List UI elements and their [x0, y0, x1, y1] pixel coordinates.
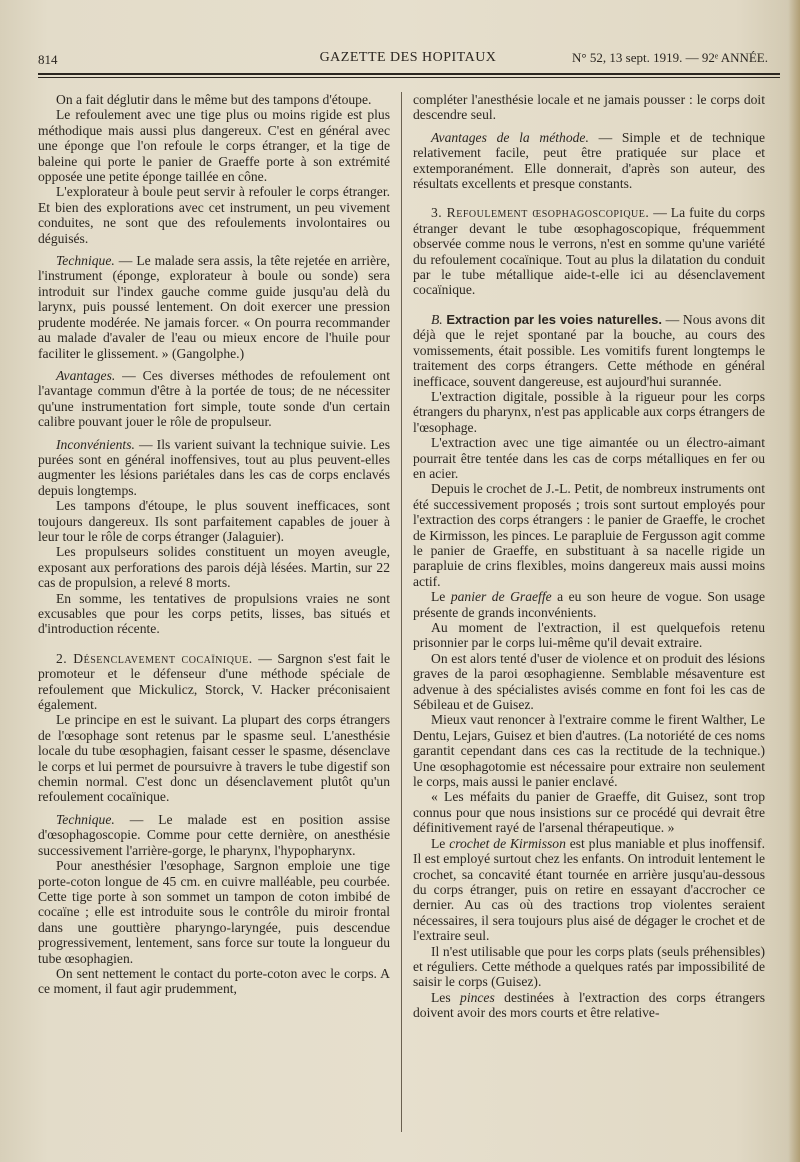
section-label: pinces: [460, 989, 495, 1005]
paragraph: L'extraction digitale, possible à la rigueur pour les corps étrangers du pharynx, n'est pas applicable aux corps étrangers de l'œsophage.: [413, 388, 765, 435]
paragraph: Au moment de l'extraction, il est quelquefois retenu prisonnier par le corps lui-même qu'il devait extraire.: [413, 620, 765, 651]
header-rule-thin: [38, 77, 780, 78]
paragraph: Technique. — Le malade est en position assise d'œsophagoscopie. Comme pour cette dernière, on anesthésie successivement l'arrière-gorge, le pharynx, l'hypopharynx.: [38, 811, 390, 858]
section-heading-bold: Extraction par les voies naturelles.: [446, 311, 663, 327]
paragraph: 2. Désenclavement cocaïnique. — Sargnon s'est fait le promoteur et le défenseur d'une méthode spéciale de refoulement que Mickulicz, Storck, V. Hacker préconisaient également.: [38, 650, 390, 713]
paragraph: Le refoulement avec une tige plus ou moins rigide est plus méthodique mais aussi plus dangereux. C'est en général avec une éponge que l'on refoule le corps étranger, et la tige de baleine qui porte le panier de Graeffe porte à son extrémité opposée une petite éponge taillée en cône.: [38, 107, 390, 185]
page-edge-shadow: [788, 0, 800, 1162]
paragraph: 3. Refoulement œsophagoscopique. — La fuite du corps étranger devant le tube œsophagoscopique, fréquemment observée comme nous le verrons, n'est en somme qu'une variété du refoulement cocaïnique. Tout au plus la dilatation du conduit par le tube métallique aide-t-elle ici au désenclavement cocaïnique.: [413, 205, 765, 298]
paragraph: Il n'est utilisable que pour les corps plats (seuls préhensibles) et réguliers. Cette méthode a quelques ratés par impossibilité de saisir le corps (Guisez).: [413, 943, 765, 990]
paragraph: « Les méfaits du panier de Graeffe, dit Guisez, sont trop connus pour que nous insistions sur ce procédé qui devrait être définitivement rayé de l'arsenal thérapeutique. »: [413, 789, 765, 836]
header-rule-thick: [38, 73, 780, 75]
left-column: [38, 92, 390, 1132]
paragraph: Le principe en est le suivant. La plupart des corps étrangers de l'œsophage sont retenus par le spasme seul. L'anesthésie locale du tube œsophagien, faisant cesser le spasme, désenclave le corps et lui permet de poursuivre à travers le tube digestif son chemin normal. C'est donc un désenclavement plutôt qu'un refoulement cocaïnique.: [38, 712, 390, 805]
section-label: Avantages.: [56, 367, 116, 383]
paragraph: Les tampons d'étoupe, le plus souvent inefficaces, sont toujours dangereux. Ils sont parfaitement capables de jouer à leur tour le rôle de corps étranger (Jalaguier).: [38, 498, 390, 544]
page-header: [38, 48, 778, 72]
section-label: panier de Graeffe: [450, 589, 552, 605]
paragraph: Mieux vaut renoncer à l'extraire comme le firent Walther, Le Dentu, Lejars, Guisez et bien d'autres. (La notoriété de ces noms garantit cependant dans ces cas la rectitude de la technique.) Une œsophagotomie est nécessaire pour extraire non seulement le corps, mais aussi le panier enclavé.: [413, 712, 765, 790]
section-heading: 3. Refoulement œsophagoscopique.: [431, 205, 650, 221]
column-divider: [401, 92, 402, 1132]
section-label: crochet de Kirmisson: [449, 835, 566, 851]
paragraph: compléter l'anesthésie locale et ne jamais pousser : le corps doit descendre seul.: [413, 92, 765, 123]
issue-date: N° 52, 13 sept. 1919. — 92ᵉ ANNÉE.: [572, 50, 768, 65]
section-label: Technique.: [56, 253, 115, 269]
section-label: Avantages de la méthode.: [431, 129, 589, 145]
section-label: Inconvénients.: [56, 436, 135, 452]
paragraph: Avantages. — Ces diverses méthodes de refoulement ont l'avantage commun d'être à la portée de tous; de ne nécessiter qu'une instrumentation fort simple, toute sonde d'un certain calibre pouvant jouer le rôle de propulseur.: [38, 367, 390, 430]
paragraph: En somme, les tentatives de propulsions vraies ne sont excusables que pour les corps petits, lisses, bas situés et d'introduction récente.: [38, 590, 390, 637]
paragraph: Pour anesthésier l'œsophage, Sargnon emploie une tige porte-coton longue de 45 cm. en cuivre malléable, peu courbée. Cette tige porte à son sommet un tampon de coton imbibé de cocaïne ; elle est introduite sous le contrôle du miroir frontal dans une gouttière pharyngo-laryngée, puis descendue progressivement, lentement, sans force sur toute la longueur du tube œsophagien.: [38, 858, 390, 966]
paragraph: Le panier de Graeffe a eu son heure de vogue. Son usage présente de grands inconvénients.: [413, 589, 765, 620]
page-number: 814: [38, 52, 58, 67]
paragraph: L'explorateur à boule peut servir à refouler le corps étranger. Et bien des explorations avec cet instrument, un peu vivement conduites, ne sont que des refoulements involontaires ou déguisés.: [38, 184, 390, 246]
section-heading: 2. Désenclavement cocaïnique.: [56, 650, 253, 666]
paragraph: B. Extraction par les voies naturelles. — Nous avons dit déjà que le rejet spontané par la bouche, au cours des vomissements, était possible. Les vomitifs furent longtemps le traitement des corps étrangers. Cette méthode en général inefficace, souvent dangereuse, est aujourd'hui surannée.: [413, 311, 765, 389]
paragraph: Avantages de la méthode. — Simple et de technique relativement facile, peut être pratiquée sur place et extemporanément. Elle donnerait, d'après son auteur, des résultats excellents et presque constants.: [413, 129, 765, 192]
paragraph: Les pinces destinées à l'extraction des corps étrangers doivent avoir des mors courts et être relative-: [413, 989, 765, 1021]
paragraph: Le crochet de Kirmisson est plus maniable et plus inoffensif. Il est employé surtout chez les enfants. On introduit lentement le crochet, sa concavité étant tournée en arrière jusqu'au-dessous du corps étranger, puis on retire en essayant d'accrocher ce dernier. Au cas où des tractions trop violentes seraient nécessaires, il sera toujours plus aisé de dégager le crochet et de l'extraire seul.: [413, 835, 765, 944]
paragraph: Inconvénients. — Ils varient suivant la technique suivie. Les purées sont en général inoffensives, tout au plus peuvent-elles augmenter les lésions pariétales dans les cas de corps enclavés depuis longtemps.: [38, 436, 390, 498]
paragraph: Les propulseurs solides constituent un moyen aveugle, exposant aux perforations des parois déjà lésées. Martin, sur 22 cas de propulsion, a relevé 8 morts.: [38, 544, 390, 591]
paragraph: L'extraction avec une tige aimantée ou un électro-aimant pourrait être tentée dans les cas de corps métalliques en fer ou en acier.: [413, 435, 765, 481]
paragraph: On est alors tenté d'user de violence et on produit des lésions graves de la paroi œsophagienne. Semblable mésaventure est advenue à des spécialistes avisés comme en font foi les cas de Sébileau et de Guisez.: [413, 650, 765, 713]
right-column: [413, 92, 765, 1132]
section-label: Technique.: [56, 811, 115, 827]
paragraph: Depuis le crochet de J.-L. Petit, de nombreux instruments ont été successivement proposés ; trois sont surtout employés pour l'extraction des corps étrangers : le panier de Graeffe, le crochet de Kirmisson, les pinces. Le parapluie de Fergusson agit comme le panier de Graeffe, en substituant à sa nacelle rigide un parapluie de crins flexibles, moins dangereux mais aussi moins actif.: [413, 481, 765, 589]
journal-title: GAZETTE DES HOPITAUX: [319, 50, 497, 65]
paragraph: Technique. — Le malade sera assis, la tête rejetée en arrière, l'instrument (éponge, explorateur à boule ou sonde) sera introduit sur l'index gauche comme guide jusqu'au delà du larynx, puis poussé lentement. On doit exercer une pression prudente modérée. Ne jamais forcer. « On pourra recommander au malade d'avaler de l'eau ou mieux encore de l'huile pour faciliter le glissement. » (Gangolphe.): [38, 253, 390, 361]
section-letter: B.: [431, 311, 443, 327]
paragraph: On sent nettement le contact du porte-coton avec le corps. A ce moment, il faut agir prudemment,: [38, 965, 390, 997]
paragraph: On a fait déglutir dans le même but des tampons d'étoupe.: [56, 92, 372, 107]
